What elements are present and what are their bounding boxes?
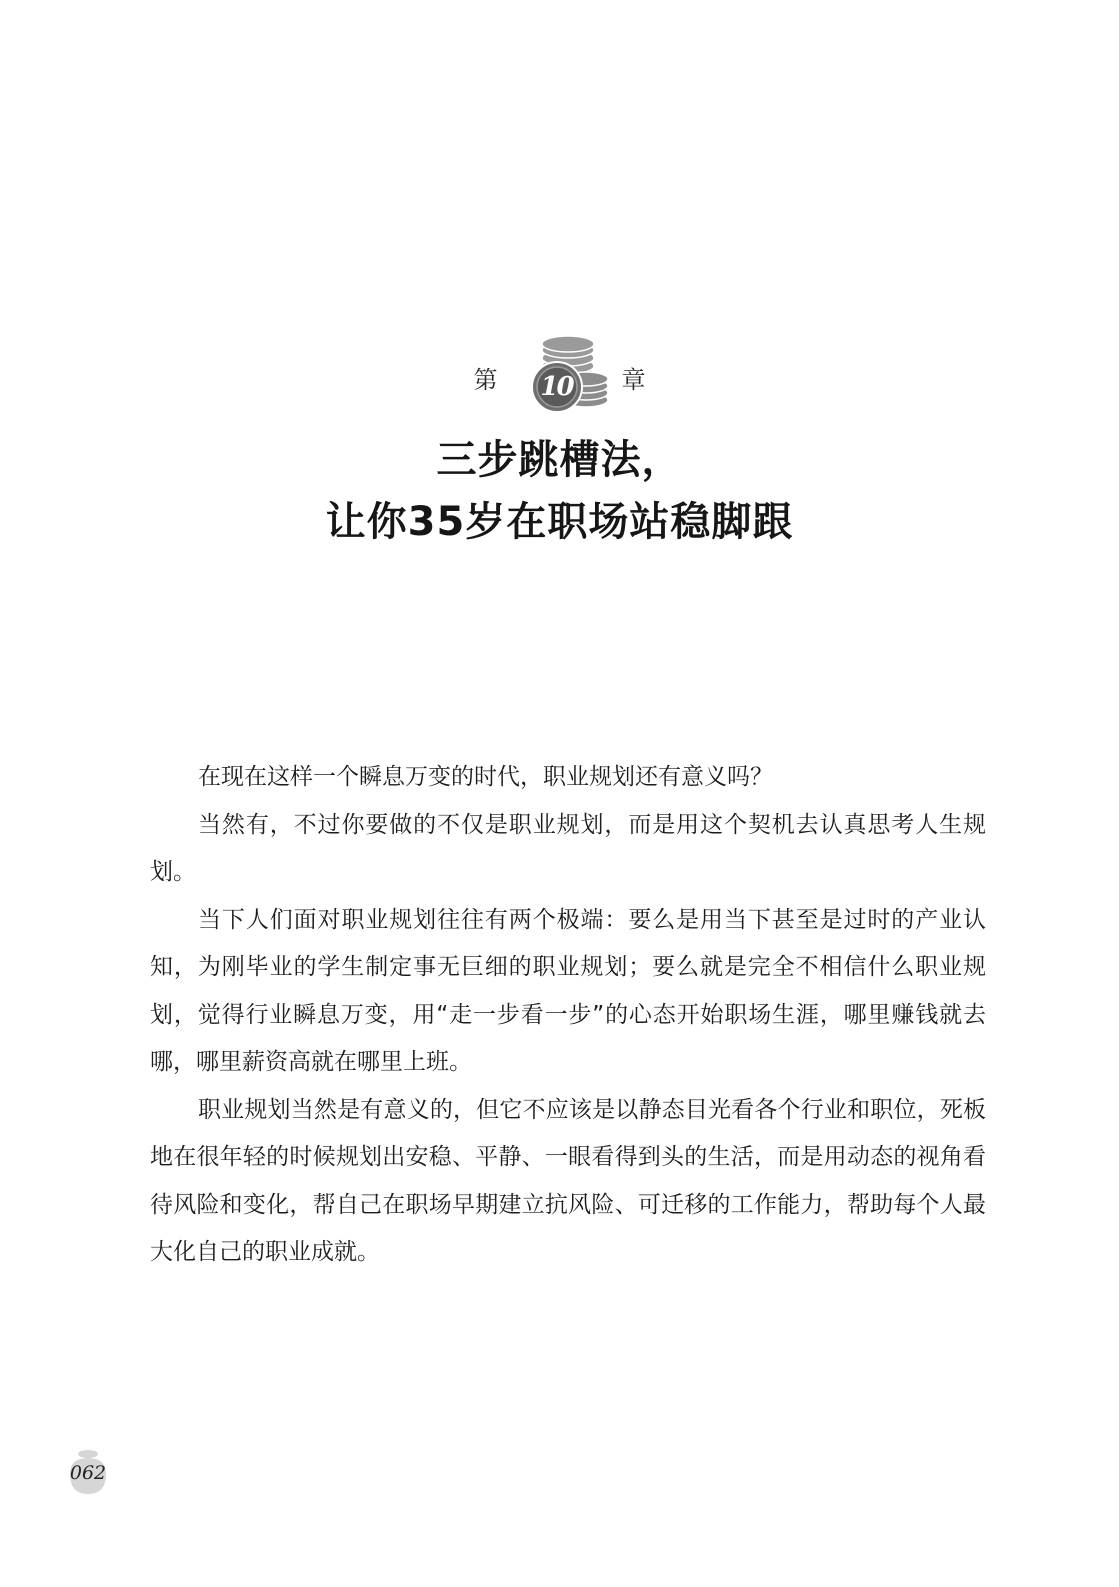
chapter-suffix: 章 [621,365,646,394]
page-number: 062 [69,1462,107,1484]
chapter-number: 10 [540,372,573,402]
paragraph: 职业规划当然是有意义的，但它不应该是以静态目光看各个行业和职位，死板地在很年轻的时候规划出安稳、平静、一眼看得到头的生活，而是用动态的视角看待风险和变化，帮自己在职场早期建立抗风险、可迁移的工作能力，帮助每个人最大化自己的职业成就。 [150,1096,986,1265]
paragraph: 在现在这样一个瞬息万变的时代，职业规划还有意义吗？ [198,764,773,790]
chapter-prefix: 第 [473,365,498,394]
paragraph: 当下人们面对职业规划往往有两个极端：要么是用当下甚至是过时的产业认知，为刚毕业的学生制定事无巨细的职业规划；要么就是完全不相信什么职业规划，觉得行业瞬息万变，用“走一步看一步”的心态开始职场生涯，哪里赚钱就去哪，哪里薪资高就在哪里上班。 [150,906,986,1075]
chapter-heading [0,336,1119,418]
chapter-title-line-1: 三步跳槽法， [436,437,683,483]
chapter-title-line-2: 让你35岁在职场站稳脚跟 [325,499,794,545]
body-text [150,754,986,1277]
coin-stack-icon [508,336,612,418]
paragraph: 当然有，不过你要做的不仅是职业规划，而是用这个契机去认真思考人生规划。 [150,811,986,885]
page-number-badge [66,1446,110,1496]
